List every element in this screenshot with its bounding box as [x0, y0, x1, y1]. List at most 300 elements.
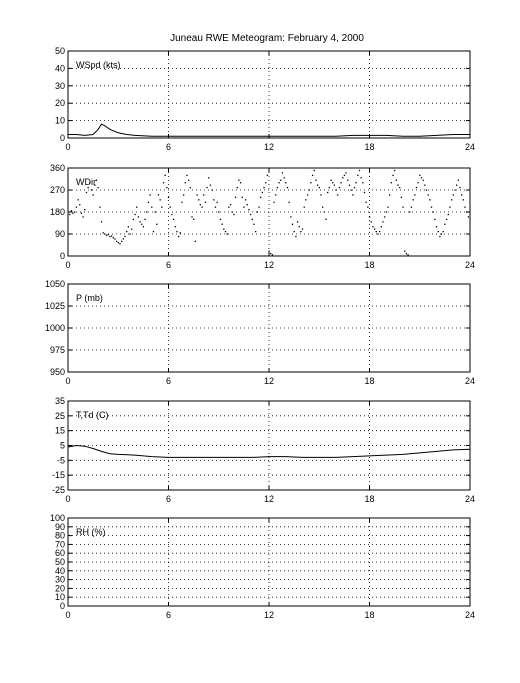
x-tick-label: 24: [464, 376, 476, 386]
y-tick-label: 975: [49, 345, 65, 355]
data-point: [294, 231, 295, 232]
data-point: [168, 197, 169, 198]
data-point: [96, 180, 97, 181]
data-point: [223, 229, 224, 230]
data-point: [178, 236, 179, 237]
panels: [45, 46, 475, 620]
data-point: [111, 235, 112, 236]
y-tick-label: 0: [59, 251, 65, 261]
data-point: [377, 233, 378, 234]
y-tick-label: 40: [54, 63, 65, 74]
data-point: [439, 236, 440, 237]
y-tick-label: 20: [54, 583, 65, 594]
data-point: [263, 187, 264, 188]
data-point: [325, 219, 326, 220]
y-tick-label: 0: [59, 601, 65, 611]
data-point: [155, 211, 156, 212]
data-point: [190, 187, 191, 188]
data-point: [451, 199, 452, 200]
data-point: [354, 187, 355, 188]
y-tick-label: 0: [59, 133, 65, 143]
data-point: [141, 224, 142, 225]
data-point: [305, 199, 306, 200]
x-tick-label: 12: [263, 260, 275, 270]
data-point: [233, 214, 234, 215]
data-point: [195, 241, 196, 242]
data-point: [77, 199, 78, 200]
panel-label: WDir: [76, 177, 96, 187]
axes-frame: [68, 51, 470, 138]
data-point: [139, 221, 140, 222]
data-point: [133, 219, 134, 220]
data-point: [188, 180, 189, 181]
panel-wdir: [50, 163, 475, 270]
data-point: [218, 211, 219, 212]
data-point: [205, 202, 206, 203]
x-tick-label: 18: [364, 142, 375, 152]
data-point: [468, 216, 469, 217]
y-tick-label: 100: [49, 513, 65, 523]
x-tick-label: 24: [464, 142, 476, 152]
data-point: [72, 213, 73, 214]
y-tick-label: 950: [49, 367, 65, 377]
data-point: [128, 226, 129, 227]
x-tick-label: 6: [165, 610, 172, 620]
data-point: [464, 207, 465, 208]
data-point: [324, 211, 325, 212]
data-point: [185, 182, 186, 183]
data-point: [392, 175, 393, 176]
data-point: [213, 199, 214, 200]
panel-label: WSpd (kts): [76, 60, 121, 70]
data-point: [461, 194, 462, 195]
data-point: [391, 182, 392, 183]
data-point: [235, 197, 236, 198]
data-point: [88, 187, 89, 188]
data-point: [404, 251, 405, 252]
data-point: [153, 231, 154, 232]
data-point: [428, 194, 429, 195]
data-point: [278, 182, 279, 183]
data-point: [424, 185, 425, 186]
data-point: [299, 226, 300, 227]
data-point: [143, 226, 144, 227]
data-point: [407, 254, 408, 255]
data-point: [232, 211, 233, 212]
data-point: [453, 194, 454, 195]
data-point: [337, 194, 338, 195]
y-tick-label: 70: [54, 539, 65, 550]
data-point: [114, 238, 115, 239]
data-point: [225, 231, 226, 232]
data-point: [237, 187, 238, 188]
panel-rh: [50, 513, 475, 620]
x-tick-label: 0: [65, 494, 71, 504]
data-point: [273, 202, 274, 203]
data-point: [289, 202, 290, 203]
data-point: [334, 185, 335, 186]
data-point: [458, 180, 459, 181]
data-point: [357, 175, 358, 176]
data-point: [79, 204, 80, 205]
data-point: [339, 187, 340, 188]
data-point: [203, 194, 204, 195]
x-tick-label: 18: [364, 494, 375, 504]
data-point: [242, 197, 243, 198]
data-point: [332, 182, 333, 183]
data-point: [272, 254, 273, 255]
data-point: [382, 221, 383, 222]
data-point: [76, 207, 77, 208]
data-point: [136, 207, 137, 208]
x-tick-label: 12: [263, 376, 275, 386]
x-tick-label: 18: [364, 376, 375, 386]
data-point: [330, 180, 331, 181]
data-point: [444, 224, 445, 225]
data-point: [257, 211, 258, 212]
data-point: [98, 187, 99, 188]
data-point: [396, 180, 397, 181]
x-tick-label: 0: [65, 610, 71, 620]
panel-label: T,Td (C): [76, 410, 109, 420]
data-point: [180, 232, 181, 233]
data-point: [387, 207, 388, 208]
data-point: [352, 194, 353, 195]
data-point: [441, 233, 442, 234]
data-point: [466, 211, 467, 212]
data-point: [243, 207, 244, 208]
data-point: [314, 170, 315, 171]
y-tick-label: 180: [49, 207, 65, 217]
data-point: [275, 194, 276, 195]
data-point: [449, 207, 450, 208]
data-point: [210, 185, 211, 186]
data-point: [124, 236, 125, 237]
data-point: [247, 204, 248, 205]
y-tick-label: 80: [54, 530, 65, 541]
data-point: [175, 226, 176, 227]
data-point: [344, 175, 345, 176]
data-point: [84, 209, 85, 210]
y-tick-label: 50: [54, 46, 65, 56]
x-tick-label: 12: [263, 142, 275, 152]
data-point: [186, 175, 187, 176]
y-tick-label: 50: [54, 557, 65, 567]
data-point: [282, 172, 283, 173]
data-point: [381, 226, 382, 227]
data-point: [86, 192, 87, 193]
data-point: [446, 219, 447, 220]
data-point: [443, 231, 444, 232]
data-point: [426, 189, 427, 190]
data-point: [193, 219, 194, 220]
y-tick-label: 1025: [44, 301, 65, 311]
data-point: [319, 187, 320, 188]
data-point: [417, 182, 418, 183]
data-point: [409, 211, 410, 212]
data-point: [459, 187, 460, 188]
data-point: [310, 182, 311, 183]
data-point: [379, 231, 380, 232]
data-point: [285, 182, 286, 183]
y-tick-label: 15: [54, 425, 65, 436]
data-point: [362, 182, 363, 183]
y-tick-label: 90: [54, 521, 65, 532]
data-point: [429, 199, 430, 200]
x-tick-label: 0: [65, 376, 71, 386]
data-point: [376, 231, 377, 232]
data-point: [421, 177, 422, 178]
data-point: [201, 207, 202, 208]
data-point: [156, 224, 157, 225]
data-point: [109, 236, 110, 237]
panel-label: P (mb): [76, 293, 103, 303]
data-point: [423, 180, 424, 181]
data-point: [267, 175, 268, 176]
series-line: [68, 446, 470, 458]
data-point: [151, 207, 152, 208]
data-point: [317, 185, 318, 186]
data-point: [146, 211, 147, 212]
data-point: [412, 199, 413, 200]
y-tick-label: 90: [54, 229, 65, 239]
data-point: [401, 197, 402, 198]
data-point: [211, 189, 212, 190]
data-point: [372, 226, 373, 227]
data-point: [113, 237, 114, 238]
data-point: [240, 182, 241, 183]
data-point: [315, 180, 316, 181]
x-tick-label: 6: [165, 260, 172, 270]
data-point: [292, 224, 293, 225]
data-point: [287, 187, 288, 188]
data-point: [399, 187, 400, 188]
y-tick-label: -5: [56, 455, 65, 466]
data-point: [126, 231, 127, 232]
y-tick-label: 35: [54, 396, 65, 406]
y-tick-label: 30: [54, 80, 65, 91]
data-point: [283, 177, 284, 178]
data-point: [181, 202, 182, 203]
data-point: [320, 194, 321, 195]
data-point: [262, 192, 263, 193]
x-tick-label: 24: [464, 260, 476, 270]
data-point: [222, 224, 223, 225]
data-point: [260, 197, 261, 198]
data-point: [411, 207, 412, 208]
data-point: [158, 194, 159, 195]
data-point: [99, 207, 100, 208]
x-tick-label: 0: [65, 260, 71, 270]
data-point: [253, 224, 254, 225]
data-point: [149, 194, 150, 195]
data-point: [208, 177, 209, 178]
data-point: [366, 202, 367, 203]
x-tick-label: 24: [464, 610, 476, 620]
data-point: [277, 187, 278, 188]
data-point: [322, 207, 323, 208]
y-tick-label: -15: [51, 470, 65, 481]
data-point: [108, 234, 109, 235]
data-point: [215, 207, 216, 208]
y-tick-label: 40: [54, 565, 65, 576]
data-point: [350, 189, 351, 190]
data-point: [144, 219, 145, 220]
data-point: [166, 187, 167, 188]
data-point: [171, 214, 172, 215]
x-tick-label: 6: [165, 142, 172, 152]
data-point: [406, 253, 407, 254]
data-point: [116, 241, 117, 242]
y-tick-label: 30: [54, 574, 65, 585]
data-point: [216, 202, 217, 203]
data-point: [170, 207, 171, 208]
data-point: [416, 187, 417, 188]
data-point: [384, 216, 385, 217]
x-tick-label: 18: [364, 260, 375, 270]
y-tick-label: 10: [54, 592, 65, 603]
x-tick-label: 0: [65, 142, 71, 152]
data-point: [121, 241, 122, 242]
data-point: [270, 253, 271, 254]
data-point: [367, 207, 368, 208]
data-point: [364, 192, 365, 193]
data-point: [129, 233, 130, 234]
data-point: [307, 194, 308, 195]
data-point: [252, 219, 253, 220]
data-point: [463, 199, 464, 200]
data-point: [227, 233, 228, 234]
y-tick-label: 25: [54, 410, 65, 421]
data-point: [196, 194, 197, 195]
data-point: [371, 221, 372, 222]
data-point: [91, 189, 92, 190]
data-point: [280, 180, 281, 181]
data-point: [438, 231, 439, 232]
data-point: [295, 236, 296, 237]
data-point: [220, 219, 221, 220]
data-point: [327, 192, 328, 193]
y-tick-label: 5: [59, 440, 65, 451]
data-point: [347, 180, 348, 181]
panel-label: RH (%): [76, 527, 106, 537]
data-point: [369, 216, 370, 217]
data-point: [74, 211, 75, 212]
data-point: [245, 199, 246, 200]
y-tick-label: -25: [51, 485, 65, 495]
data-point: [345, 172, 346, 173]
y-tick-label: 1050: [44, 279, 65, 289]
data-point: [106, 235, 107, 236]
data-point: [361, 177, 362, 178]
x-tick-label: 12: [263, 610, 275, 620]
data-point: [335, 189, 336, 190]
data-point: [342, 177, 343, 178]
data-point: [238, 180, 239, 181]
data-point: [304, 207, 305, 208]
data-point: [329, 187, 330, 188]
y-tick-label: 10: [54, 115, 65, 126]
data-point: [250, 214, 251, 215]
x-tick-label: 12: [263, 494, 275, 504]
data-point: [265, 182, 266, 183]
data-point: [228, 207, 229, 208]
data-point: [454, 189, 455, 190]
data-point: [297, 221, 298, 222]
x-tick-label: 18: [364, 610, 375, 620]
data-point: [414, 194, 415, 195]
data-point: [173, 219, 174, 220]
data-point: [386, 211, 387, 212]
data-point: [248, 209, 249, 210]
data-point: [258, 207, 259, 208]
data-point: [255, 231, 256, 232]
data-point: [71, 210, 72, 211]
data-point: [456, 185, 457, 186]
panel-wspd: [55, 46, 475, 152]
panel-pres: [45, 279, 475, 386]
data-point: [434, 219, 435, 220]
data-point: [300, 231, 301, 232]
data-point: [206, 187, 207, 188]
data-point: [118, 242, 119, 243]
data-point: [397, 185, 398, 186]
data-point: [119, 243, 120, 244]
data-point: [433, 211, 434, 212]
y-tick-label: 20: [54, 98, 65, 109]
data-point: [163, 182, 164, 183]
data-point: [302, 229, 303, 230]
y-tick-label: 270: [49, 185, 65, 195]
x-tick-label: 6: [165, 494, 172, 504]
data-point: [93, 194, 94, 195]
data-point: [290, 216, 291, 217]
panel-temp: [52, 396, 475, 504]
data-point: [198, 199, 199, 200]
data-point: [161, 207, 162, 208]
data-point: [340, 182, 341, 183]
data-point: [134, 214, 135, 215]
data-point: [394, 170, 395, 171]
data-point: [148, 202, 149, 203]
data-point: [82, 216, 83, 217]
data-point: [176, 231, 177, 232]
data-point: [349, 185, 350, 186]
data-point: [183, 194, 184, 195]
data-point: [138, 216, 139, 217]
x-tick-label: 24: [464, 494, 476, 504]
data-point: [165, 175, 166, 176]
data-point: [81, 213, 82, 214]
data-point: [356, 182, 357, 183]
data-point: [312, 175, 313, 176]
data-point: [402, 207, 403, 208]
data-point: [448, 214, 449, 215]
data-point: [104, 233, 105, 234]
data-point: [131, 229, 132, 230]
data-point: [309, 189, 310, 190]
data-point: [431, 207, 432, 208]
data-point: [419, 175, 420, 176]
data-point: [69, 214, 70, 215]
data-point: [123, 238, 124, 239]
data-point: [268, 251, 269, 252]
data-point: [359, 170, 360, 171]
data-point: [103, 232, 104, 233]
y-tick-label: 360: [49, 163, 65, 173]
data-point: [200, 204, 201, 205]
data-point: [230, 204, 231, 205]
